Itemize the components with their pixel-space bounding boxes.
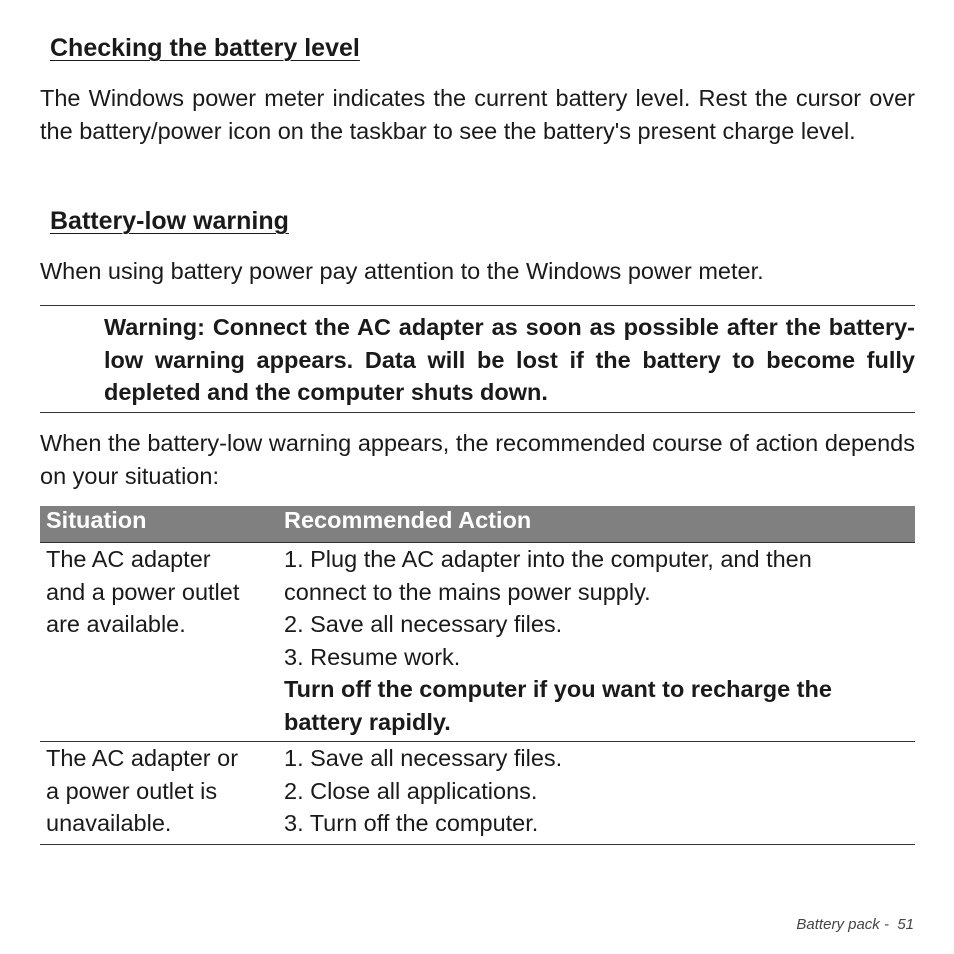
situation-line: unavailable.: [46, 810, 172, 836]
section-paragraph-battery-low: When using battery power pay attention to the Windows power meter.: [40, 258, 764, 284]
situation-line: The AC adapter: [46, 546, 211, 572]
situation-line: The AC adapter or: [46, 745, 239, 771]
page-number: 51: [897, 916, 914, 933]
table-header-row: [40, 506, 915, 543]
section-paragraph-checking-battery: The Windows power meter indicates the current battery level. Rest the cursor over the battery/power icon on the taskbar to see the battery's present charge level.: [40, 85, 915, 144]
recommended-action-table: [40, 506, 915, 845]
table-cell-action: [284, 742, 912, 840]
warning-top-rule: [40, 305, 915, 306]
situation-line: a power outlet is: [46, 777, 218, 804]
table-cell-action: [284, 543, 912, 738]
table-header-action: Recommended Action: [284, 507, 532, 533]
page-footer: [796, 916, 914, 933]
action-line: 1. Plug the AC adapter into the computer, and then: [284, 546, 812, 572]
section-heading-checking-battery: Checking the battery level: [50, 34, 360, 62]
action-line: 2. Close all applications.: [284, 777, 538, 804]
action-note-line: Turn off the computer if you want to recharge the: [284, 676, 832, 702]
table-cell-situation: [46, 543, 274, 641]
situation-line: and a power outlet: [46, 578, 240, 605]
table-row: [40, 742, 915, 845]
warning-bottom-rule: [40, 412, 915, 413]
table-row: [40, 543, 915, 742]
action-note-line: battery rapidly.: [284, 708, 451, 735]
situation-line: are available.: [46, 611, 186, 637]
action-line: 3. Resume work.: [284, 643, 461, 670]
action-line: 3. Turn off the computer.: [284, 810, 539, 836]
section-heading-battery-low: Battery-low warning: [50, 207, 289, 235]
action-line: connect to the mains power supply.: [284, 578, 651, 605]
table-cell-situation: [46, 742, 274, 840]
action-line: 2. Save all necessary files.: [284, 611, 563, 637]
intro-paragraph: When the battery-low warning appears, the recommended course of action depends on your situation:: [40, 430, 915, 489]
table-header-situation: Situation: [46, 507, 147, 533]
action-line: 1. Save all necessary files.: [284, 745, 563, 771]
warning-note: Warning: Connect the AC adapter as soon as possible after the battery-low warning appears. Data will be lost if the battery to become fully depleted and the computer shuts down.: [104, 314, 915, 405]
footer-label: Battery pack -: [796, 916, 889, 933]
